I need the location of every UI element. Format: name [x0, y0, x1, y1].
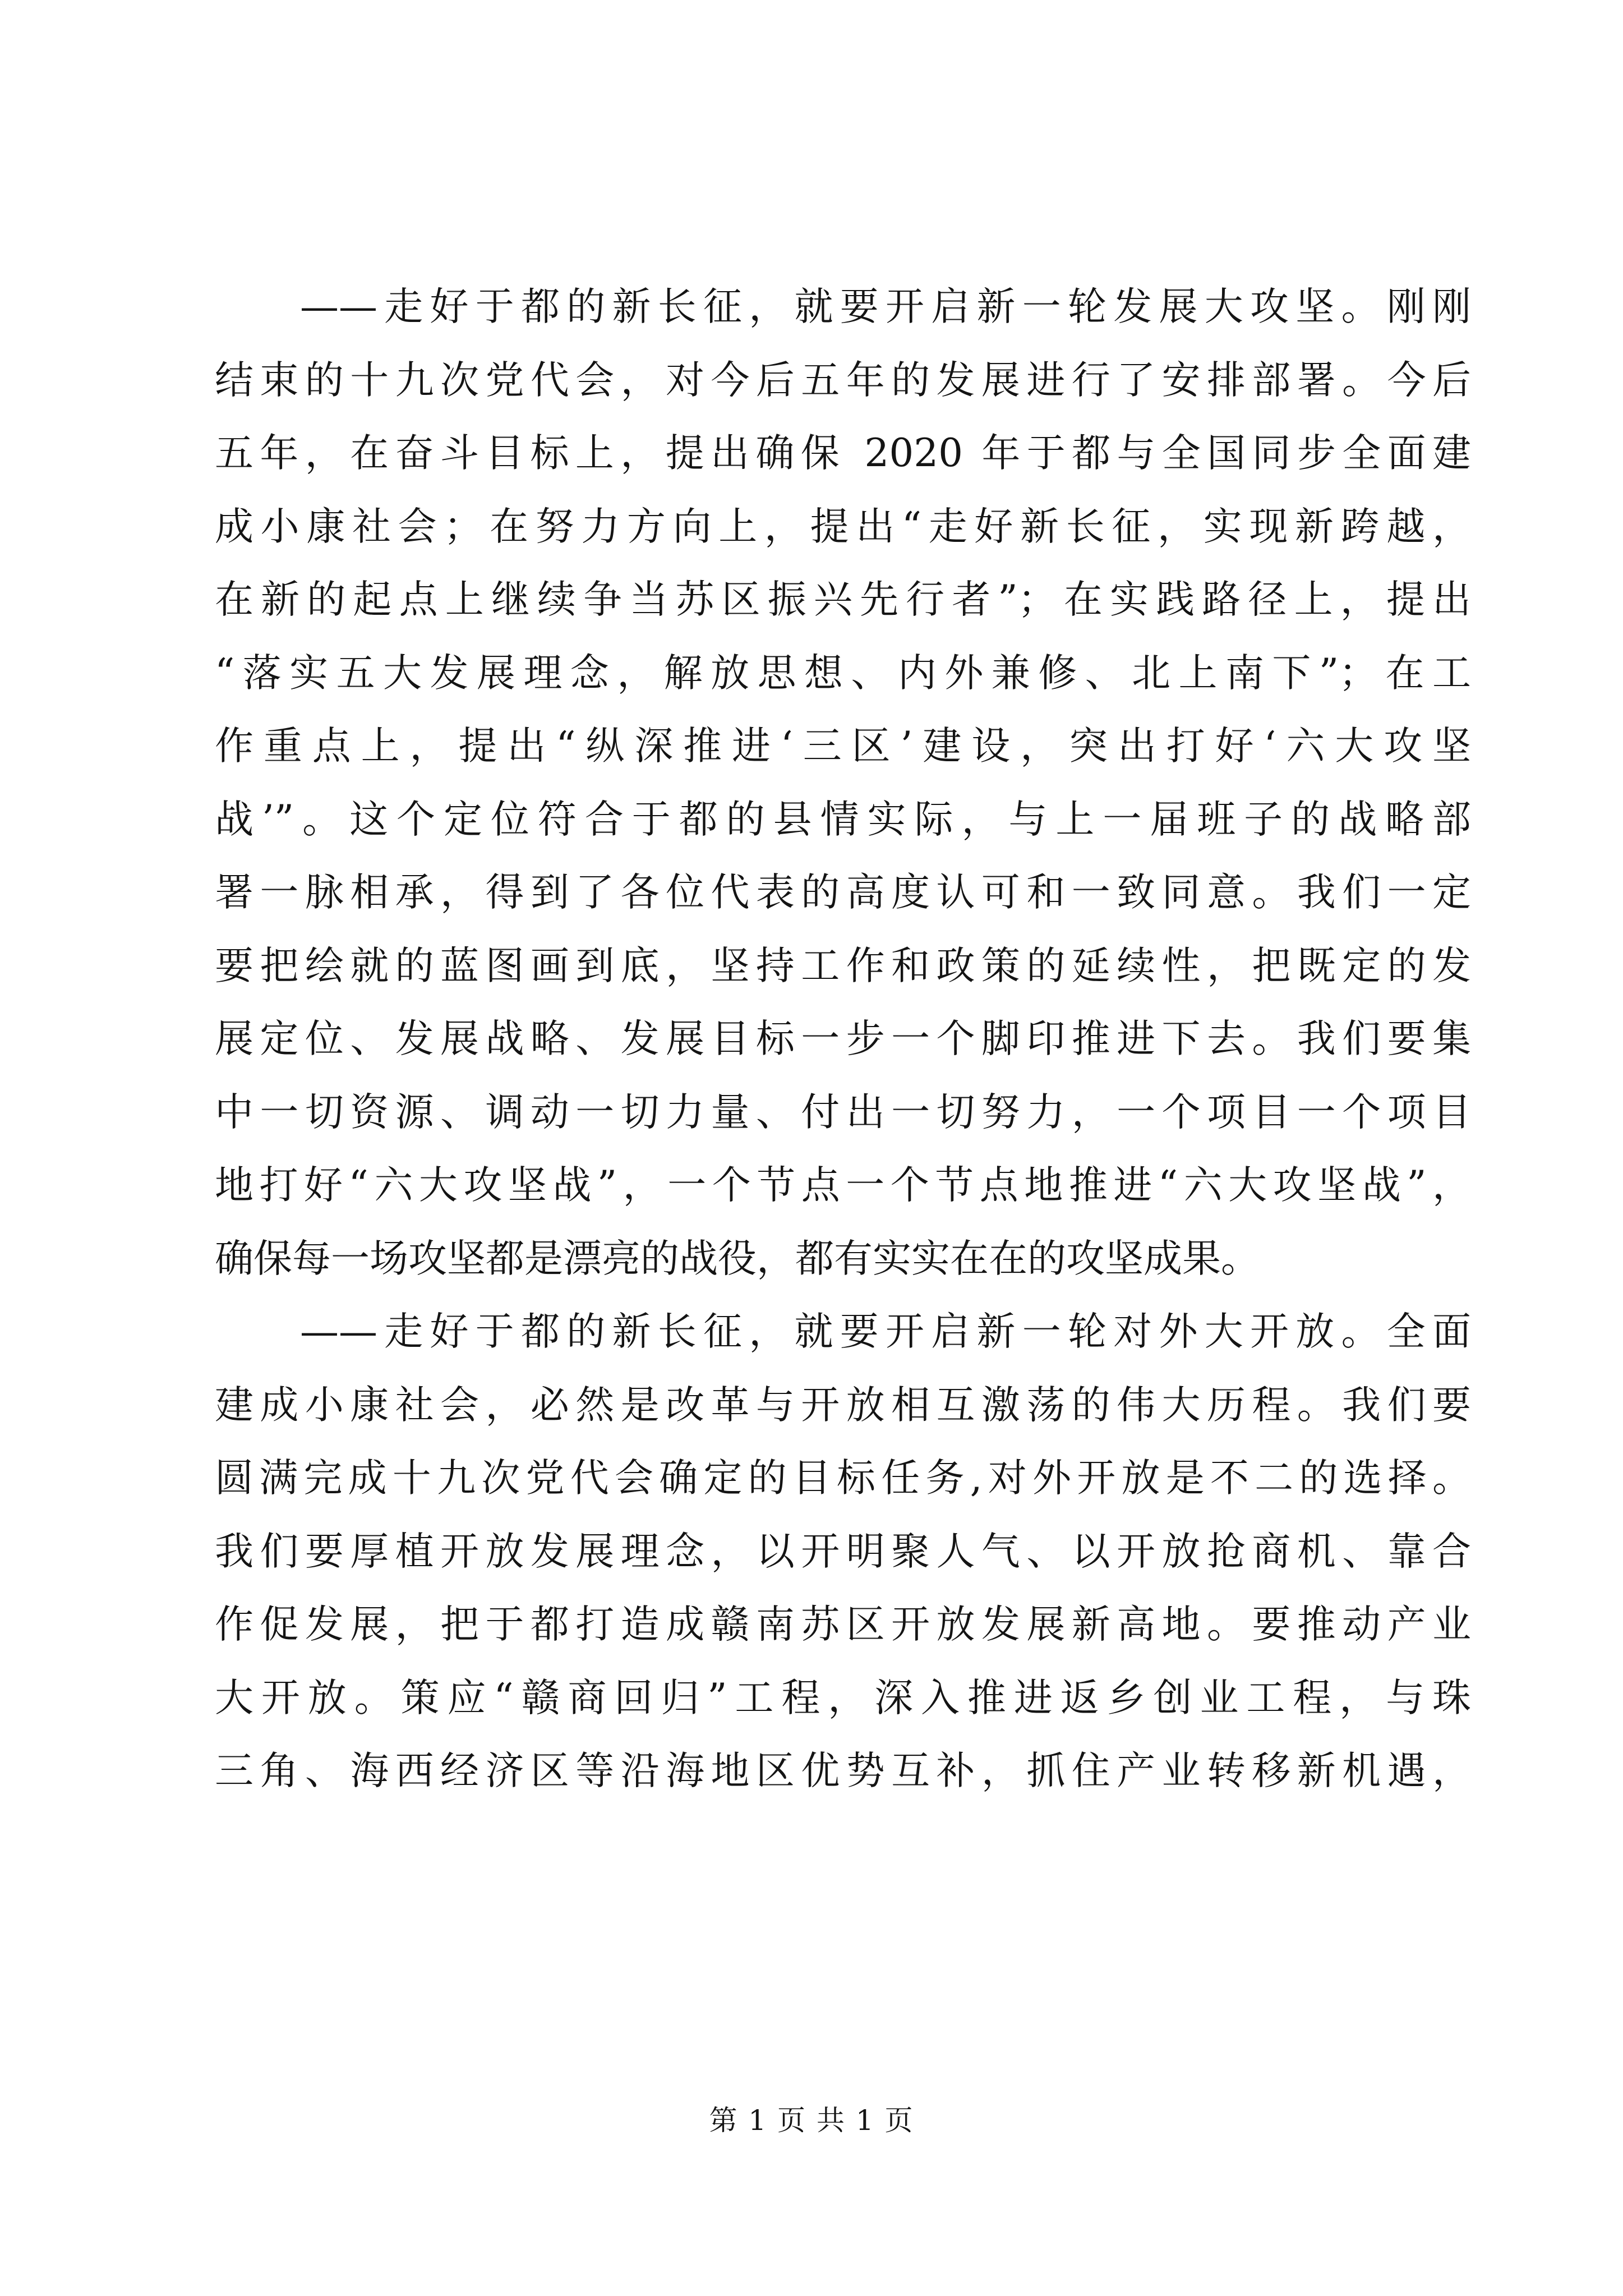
- text-line: 圆满完成十九次党代会确定的目标任务,对外开放是不二的选择。: [215, 1456, 1471, 1501]
- text-line: 展定位、发展战略、发展目标一步一个脚印推进下去。我们要集: [215, 1016, 1471, 1061]
- text-line: 作重点上，提出“纵深推进‘三区’建设，突出打好‘六大攻坚: [215, 724, 1471, 769]
- text-line: 中一切资源、调动一切力量、付出一切努力，一个项目一个项目: [215, 1089, 1471, 1135]
- text-line: 确保每一场攻坚都是漂亮的战役，都有实实在在的攻坚成果。: [215, 1236, 1260, 1281]
- text-line: 结束的十九次党代会，对今后五年的发展进行了安排部署。今后: [215, 357, 1471, 403]
- document-body: [215, 270, 1471, 1808]
- text-line: 大开放。策应“赣商回归”工程，深入推进返乡创业工程，与珠: [215, 1675, 1471, 1720]
- text-line: 成小康社会；在努力方向上，提出“走好新长征，实现新跨越，: [215, 504, 1471, 549]
- text-line: 作促发展，把于都打造成赣南苏区开放发展新高地。要推动产业: [215, 1602, 1471, 1647]
- text-line: “落实五大发展理念，解放思想、内外兼修、北上南下”；在工: [215, 650, 1471, 696]
- text-line: 建成小康社会，必然是改革与开放相互激荡的伟大历程。我们要: [215, 1382, 1471, 1428]
- text-line: ——走好于都的新长征，就要开启新一轮对外大开放。全面: [300, 1309, 1471, 1354]
- text-line: 我们要厚植开放发展理念，以开明聚人气、以开放抢商机、靠合: [215, 1529, 1471, 1574]
- paragraph-1: [215, 270, 1471, 1295]
- text-line: 要把绘就的蓝图画到底，坚持工作和政策的延续性，把既定的发: [215, 943, 1471, 988]
- page-footer: [0, 2098, 1623, 2138]
- text-line: 地打好“六大攻坚战”，一个节点一个节点地推进“六大攻坚战”，: [215, 1163, 1471, 1208]
- text-line: 战’”。这个定位符合于都的县情实际，与上一届班子的战略部: [215, 797, 1471, 842]
- paragraph-2: [215, 1295, 1471, 1808]
- text-line: 署一脉相承，得到了各位代表的高度认可和一致同意。我们一定: [215, 870, 1471, 915]
- page-number-label: 第 1 页 共 1 页: [709, 2104, 914, 2137]
- text-line: ——走好于都的新长征，就要开启新一轮发展大攻坚。刚刚: [300, 284, 1471, 329]
- text-line: 三角、海西经济区等沿海地区优势互补，抓住产业转移新机遇，: [215, 1749, 1471, 1793]
- text-line: 在新的起点上继续争当苏区振兴先行者”；在实践路径上，提出: [215, 577, 1471, 622]
- text-line: 五年，在奋斗目标上，提出确保 2020 年于都与全国同步全面建: [215, 431, 1471, 476]
